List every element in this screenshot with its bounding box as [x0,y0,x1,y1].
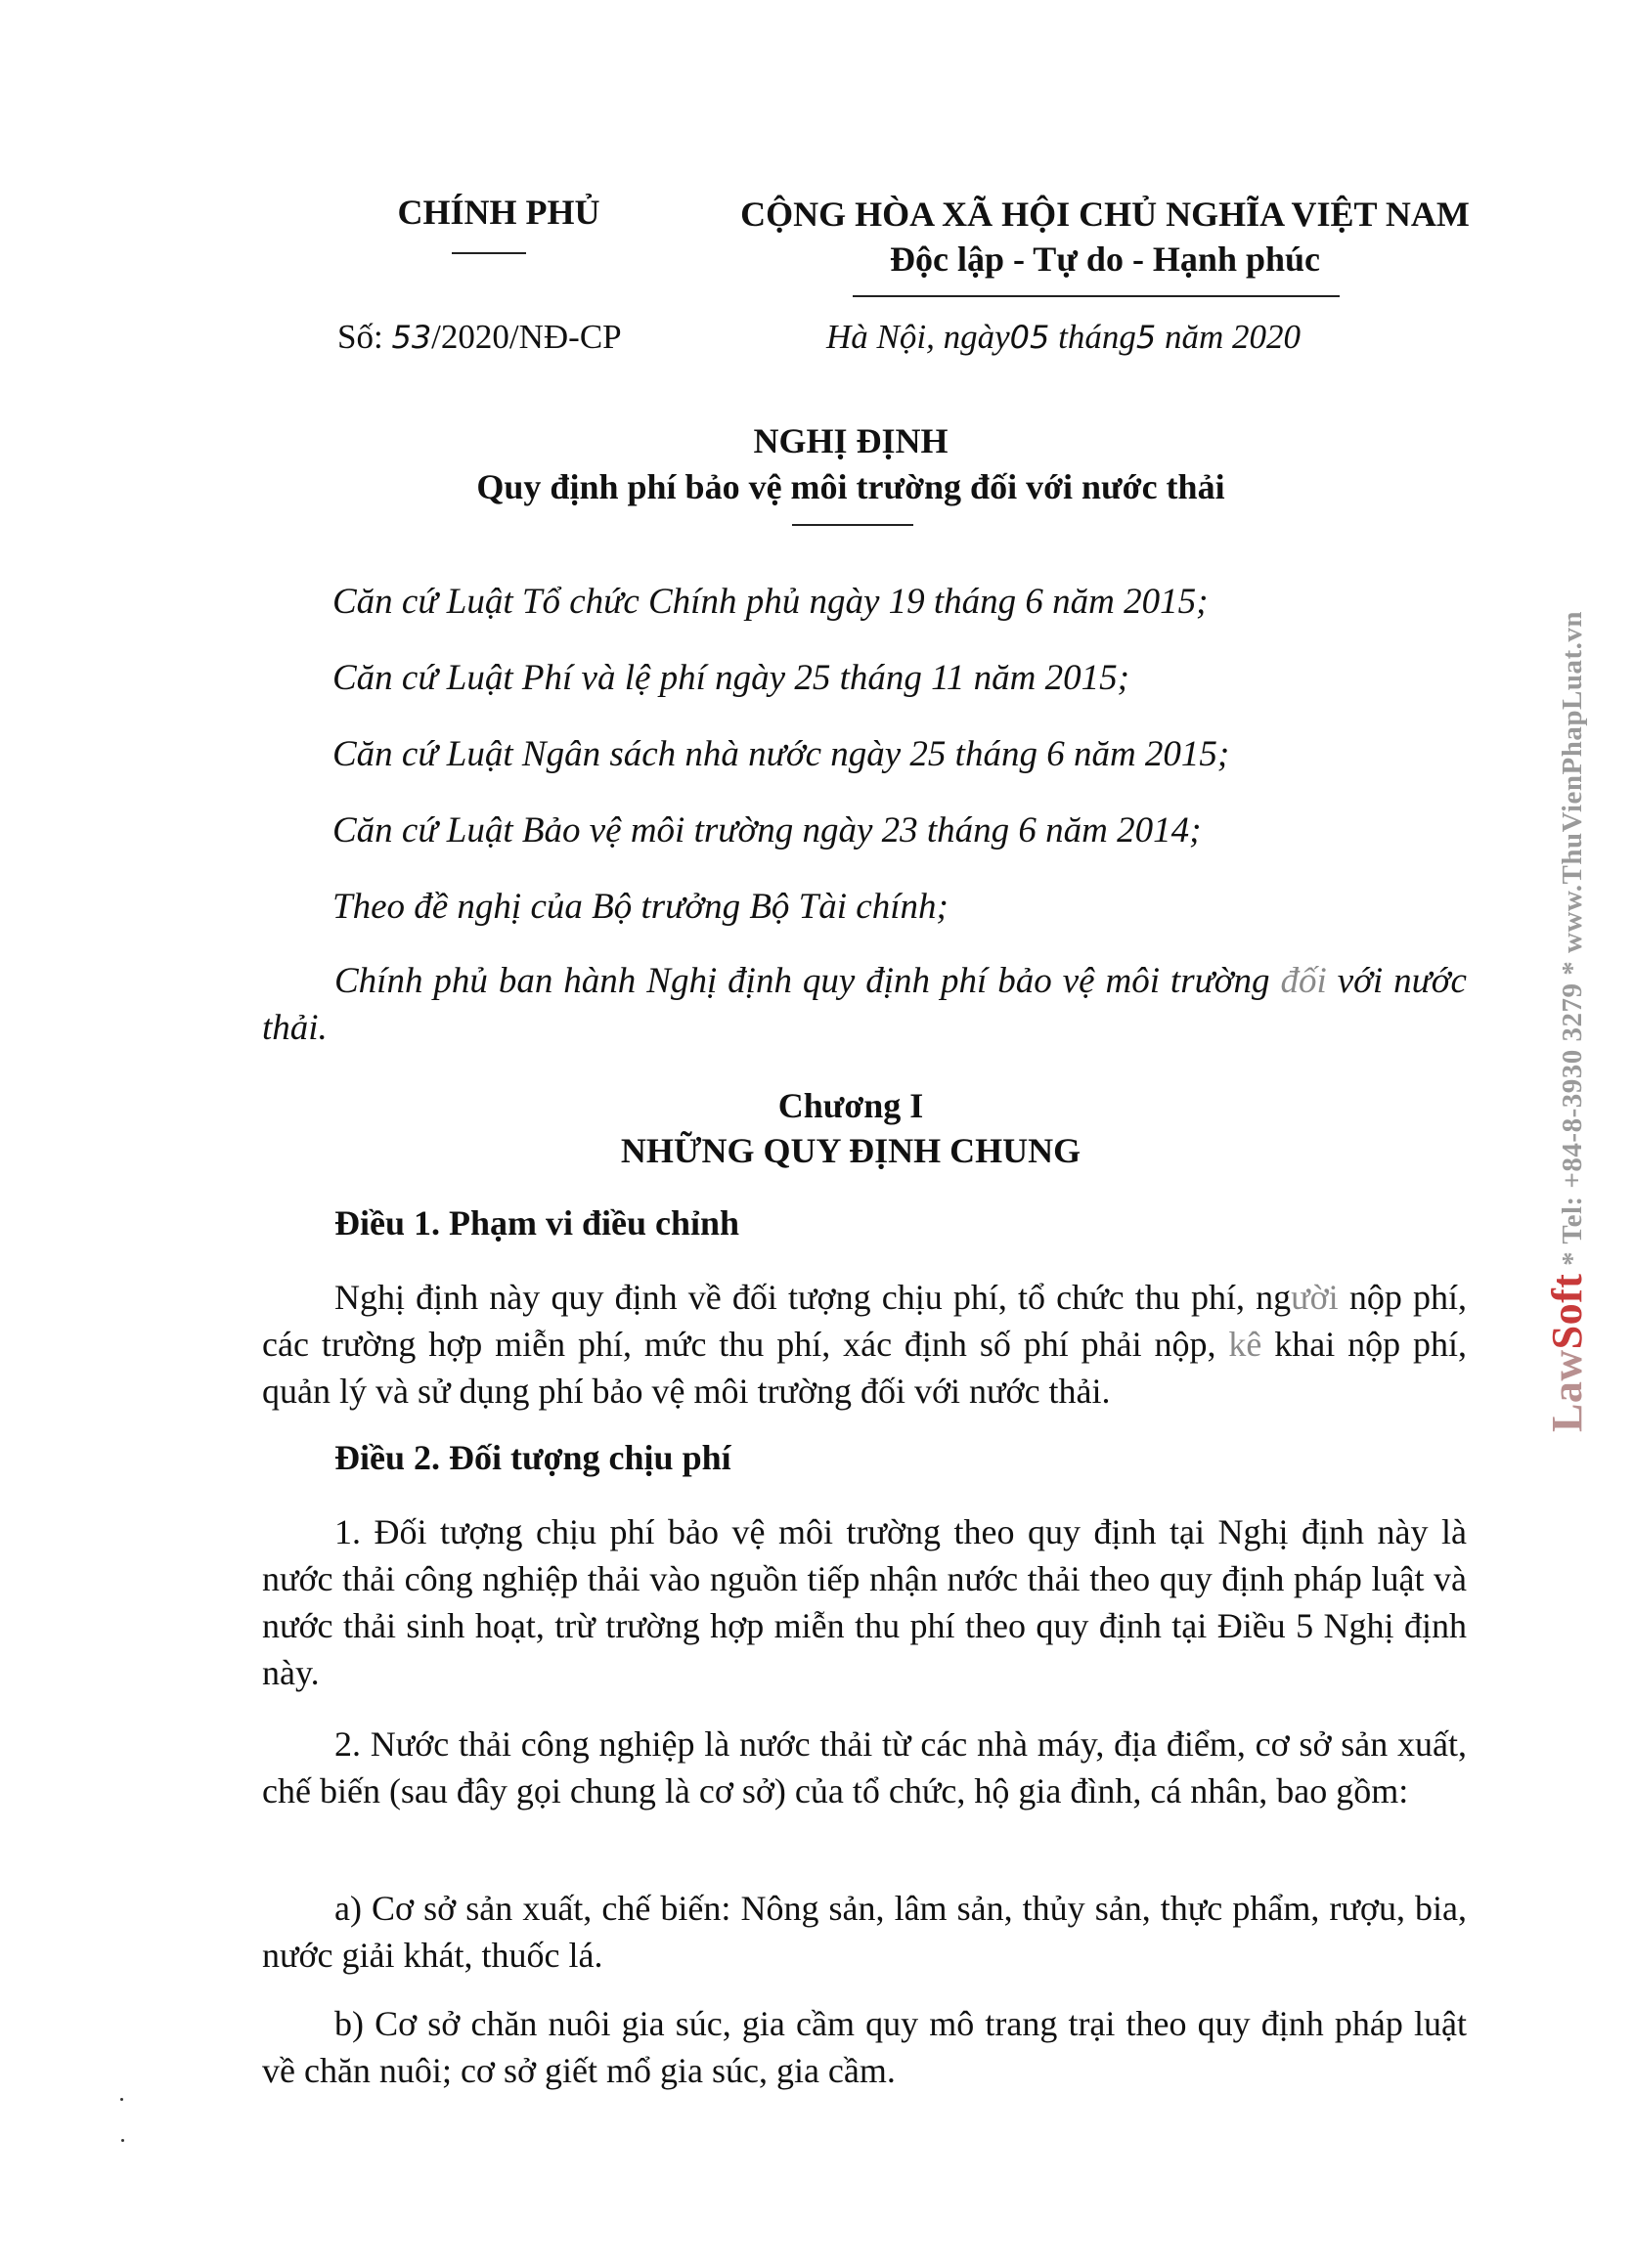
basis-line: Căn cứ Luật Phí và lệ phí ngày 25 tháng 11 năm 2015; [332,658,1129,698]
watermark-brand [1543,1274,1591,1432]
promulgation-faded: đối [1280,961,1327,1001]
article-1-heading: Điều 1. Phạm vi điều chỉnh [334,1203,740,1243]
issuer-block [352,192,645,233]
watermark-brand-b: Soft [1543,1273,1591,1350]
chapter-number: Chương I [777,1086,924,1125]
date-text-3: năm 2020 [1156,318,1301,356]
issuer: CHÍNH PHỦ [397,193,600,232]
watermark-separator: * [1557,1243,1588,1274]
article-1-text-a: Nghị định này quy định về đối tượng chịu phí, tổ chức thu phí, ng [334,1278,1292,1317]
watermark-brand-a: Law [1543,1349,1591,1432]
date-text-2: tháng [1049,318,1136,356]
date-text-1: Hà Nội, ngày [826,318,1010,356]
article-2-heading: Điều 2. Đối tượng chịu phí [334,1438,731,1477]
title-block [332,418,1369,510]
chapter-title: NHỮNG QUY ĐỊNH CHUNG [620,1131,1081,1170]
article-2-clause-2: 2. Nước thải công nghiệp là nước thải từ các nhà máy, địa điểm, cơ sở sản xuất, chế biến (sau đây gọi chung là cơ sở) của tổ chức, hộ gia đình, cá nhân, bao gồm: [262,1724,1467,1810]
side-watermark [1542,611,1592,1432]
basis-line: Căn cứ Luật Bảo vệ môi trường ngày 23 tháng 6 năm 2014; [332,810,1202,850]
basis-line: Căn cứ Luật Ngân sách nhà nước ngày 25 tháng 6 năm 2015; [332,734,1230,774]
watermark-separator: * [1557,953,1588,983]
motto: Độc lập - Tự do - Hạnh phúc [889,240,1321,279]
article-1-faded-1: ười [1291,1278,1339,1317]
article-2-point-a: a) Cơ sở sản xuất, chế biến: Nông sản, lâm sản, thủy sản, thực phẩm, rượu, bia, nước giải khát, thuốc lá. [262,1889,1467,1975]
title-underline [792,524,913,526]
article-2-clause-1: 1. Đối tượng chịu phí bảo vệ môi trường theo quy định tại Nghị định này là nước thải công nghiệp thải vào nguồn tiếp nhận nước thải theo quy định pháp luật và nước thải sinh hoạt, trừ trường hợp miễn thu phí theo quy định tại Điều 5 Nghị định này. [262,1512,1467,1692]
article-1-paragraph [262,1274,1467,1415]
document-subject: Quy định phí bảo vệ môi trường đối với nước thải [476,467,1225,506]
country-name: CỘNG HÒA XÃ HỘI CHỦ NGHĨA VIỆT NAM [740,195,1470,234]
scan-speck [120,2098,123,2101]
article-1-text-c: khai nộp phí, quản lý và sử dụng phí bảo vệ môi trường đối với nước thải. [262,1325,1468,1411]
basis-line: Theo đề nghị của Bộ trưởng Bộ Tài chính; [332,887,949,927]
number-prefix: Số: [337,318,392,356]
watermark-site: www.ThuVienPhapLuat.vn [1557,611,1588,953]
promulgation-text-2: với nước thải. [262,961,1467,1048]
article-1-text-b: nộp phí, các trường hợp miễn phí, mức thu phí, xác định số phí phải nộp, [262,1278,1467,1364]
scan-speck [121,2139,124,2142]
basis-line: Căn cứ Luật Tổ chức Chính phủ ngày 19 tháng 6 năm 2015; [332,582,1209,622]
chapter-heading [332,1083,1369,1173]
date-month-handwritten: 5 [1135,319,1157,356]
country-block [714,192,1496,282]
watermark-tel: Tel: +84-8-3930 3279 [1557,982,1588,1244]
article-1-faded-2: kê [1228,1325,1262,1364]
promulgation-clause [262,958,1467,1052]
issuer-underline [452,252,526,254]
document-number [337,318,622,357]
article-2-point-b: b) Cơ sở chăn nuôi gia súc, gia cầm quy mô trang trại theo quy định pháp luật về chăn nuôi; cơ sở giết mổ gia súc, gia cầm. [262,2004,1467,2090]
date-day-handwritten: 05 [1009,319,1050,356]
promulgation-text-1: Chính phủ ban hành Nghị định quy định phí bảo vệ môi trường [334,961,1281,1001]
motto-underline [853,295,1340,297]
document-date [826,318,1301,357]
number-suffix: /2020/NĐ-CP [431,318,622,356]
document-type: NGHỊ ĐỊNH [753,421,949,460]
number-handwritten: 53 [391,319,432,356]
